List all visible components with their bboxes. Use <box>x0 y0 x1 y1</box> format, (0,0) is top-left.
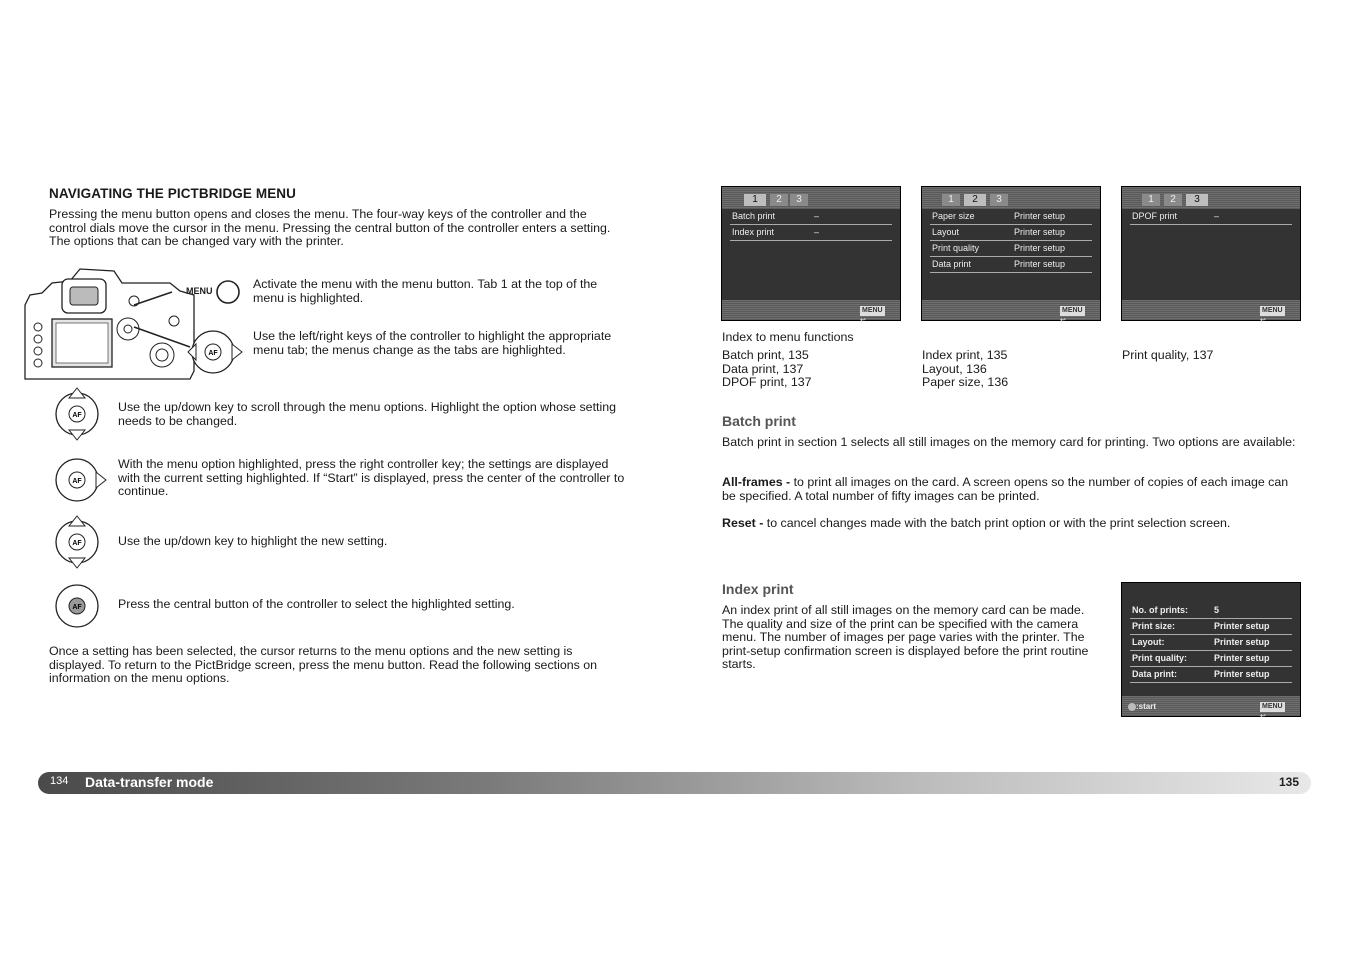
screen-row: DPOF print – <box>1130 209 1292 225</box>
index-col-2: Index print, 135 Layout, 136 Paper size, 136 <box>922 348 1009 390</box>
controller-center-icon <box>52 582 102 630</box>
index-title: Index to menu functions <box>722 330 854 344</box>
screen-tab-1: 1 <box>1142 194 1160 206</box>
menu-return-icon: MENU ↩ <box>1260 307 1283 324</box>
outro-paragraph: Once a setting has been selected, the cursor returns to the menu options and the new setting is displayed. To return to the PictBridge screen, press the menu button. Read the following sections on information on the menu options. <box>49 644 598 686</box>
af-label: AF <box>72 478 82 485</box>
menu-screen-tab1 <box>721 186 901 324</box>
controller-left-right-icon <box>186 328 244 376</box>
screen-row: Layout Printer setup <box>930 225 1092 241</box>
screen-row: Data print Printer setup <box>930 257 1092 273</box>
controller-right-icon <box>52 456 108 504</box>
step-3-text: Use the up/down key to scroll through the menu options. Highlight the option whose setting needs to be changed. <box>118 400 616 428</box>
screen-row: No. of prints: 5 <box>1130 603 1292 619</box>
menu-return-icon: MENU ↩ <box>860 307 883 324</box>
screen-row: Batch print – <box>730 209 892 225</box>
batch-print-intro: Batch print in section 1 selects all still images on the memory card for printing. Two options are available: <box>722 435 1296 449</box>
index-print-heading: Index print <box>722 581 794 597</box>
center-button-icon <box>1128 703 1136 711</box>
section-title: Data-transfer mode <box>85 774 214 790</box>
menu-screen-tab2 <box>921 186 1101 324</box>
screen-tab-2: 2 <box>1164 194 1182 206</box>
index-col-1: Batch print, 135 Data print, 137 DPOF print, 137 <box>722 348 812 390</box>
section-heading: NAVIGATING THE PICTBRIDGE MENU <box>49 186 297 201</box>
step-6-text: Press the central button of the controller to select the highlighted setting. <box>118 597 515 611</box>
step-1-text: Activate the menu with the menu button. Tab 1 at the top of the menu is highlighted. <box>253 277 598 305</box>
menu-screen-tab3 <box>1121 186 1301 324</box>
menu-return-icon: MENU ↩ <box>1060 307 1083 324</box>
index-print-screen <box>1121 582 1301 720</box>
screen-tab-1: 1 <box>744 194 766 206</box>
screen-row: Data print: Printer setup <box>1130 667 1292 683</box>
menu-return-icon: MENU ↩ <box>1260 703 1283 720</box>
index-col-3: Print quality, 137 <box>1122 348 1214 362</box>
step-2-text: Use the left/right keys of the controller to highlight the appropriate menu tab; the menus change as the tabs are highlighted. <box>253 329 612 357</box>
controller-up-down-icon-2 <box>52 514 102 570</box>
batch-print-heading: Batch print <box>722 413 796 429</box>
right-page-number: 135 <box>1279 775 1300 789</box>
index-print-text: An index print of all still images on the memory card can be made. The quality and size of the print can be specified with the camera menu. The number of images per page varies with the printer. The print-setup confirmation screen is displayed before the print routine starts. <box>722 603 1089 672</box>
screen-tab-3: 3 <box>990 194 1008 206</box>
footer-bar <box>38 772 1311 794</box>
screen-tab-3: 3 <box>1186 194 1208 206</box>
af-label: AF <box>72 540 82 547</box>
reset-option: Reset - to cancel changes made with the batch print option or with the print selection screen. <box>722 516 1231 530</box>
af-label: AF <box>208 350 218 357</box>
screen-tab-3: 3 <box>790 194 808 206</box>
af-label: AF <box>72 412 82 419</box>
screen-tab-1: 1 <box>942 194 960 206</box>
step-4-text: With the menu option highlighted, press the right controller key; the settings are displayed with the current setting highlighted. If “Start” is displayed, press the center of the controller to continue. <box>118 457 625 499</box>
intro-paragraph: Pressing the menu button opens and closes the menu. The four-way keys of the controller and the control dials move the cursor in the menu. Pressing the central button of the controller enters a setting. The options that can be changed vary with the printer. <box>49 207 611 249</box>
controller-up-down-icon <box>52 386 102 442</box>
af-label: AF <box>72 604 82 611</box>
screen-row: Print size: Printer setup <box>1130 619 1292 635</box>
left-page-number: 134 <box>50 775 69 787</box>
step-5-text: Use the up/down key to highlight the new setting. <box>118 534 388 548</box>
menu-button-label: MENU <box>186 286 213 296</box>
screen-row: Index print – <box>730 225 892 241</box>
all-frames-option: All-frames - to print all images on the card. A screen opens so the number of copies of each image can be specified. A total number of fifty images can be printed. <box>722 475 1289 503</box>
screen-tab-2: 2 <box>770 194 788 206</box>
screen-row: Print quality: Printer setup <box>1130 651 1292 667</box>
start-hint: :start <box>1128 702 1156 712</box>
screen-row: Paper size Printer setup <box>930 209 1092 225</box>
screen-row: Print quality Printer setup <box>930 241 1092 257</box>
screen-row: Layout: Printer setup <box>1130 635 1292 651</box>
screen-tab-2: 2 <box>964 194 986 206</box>
